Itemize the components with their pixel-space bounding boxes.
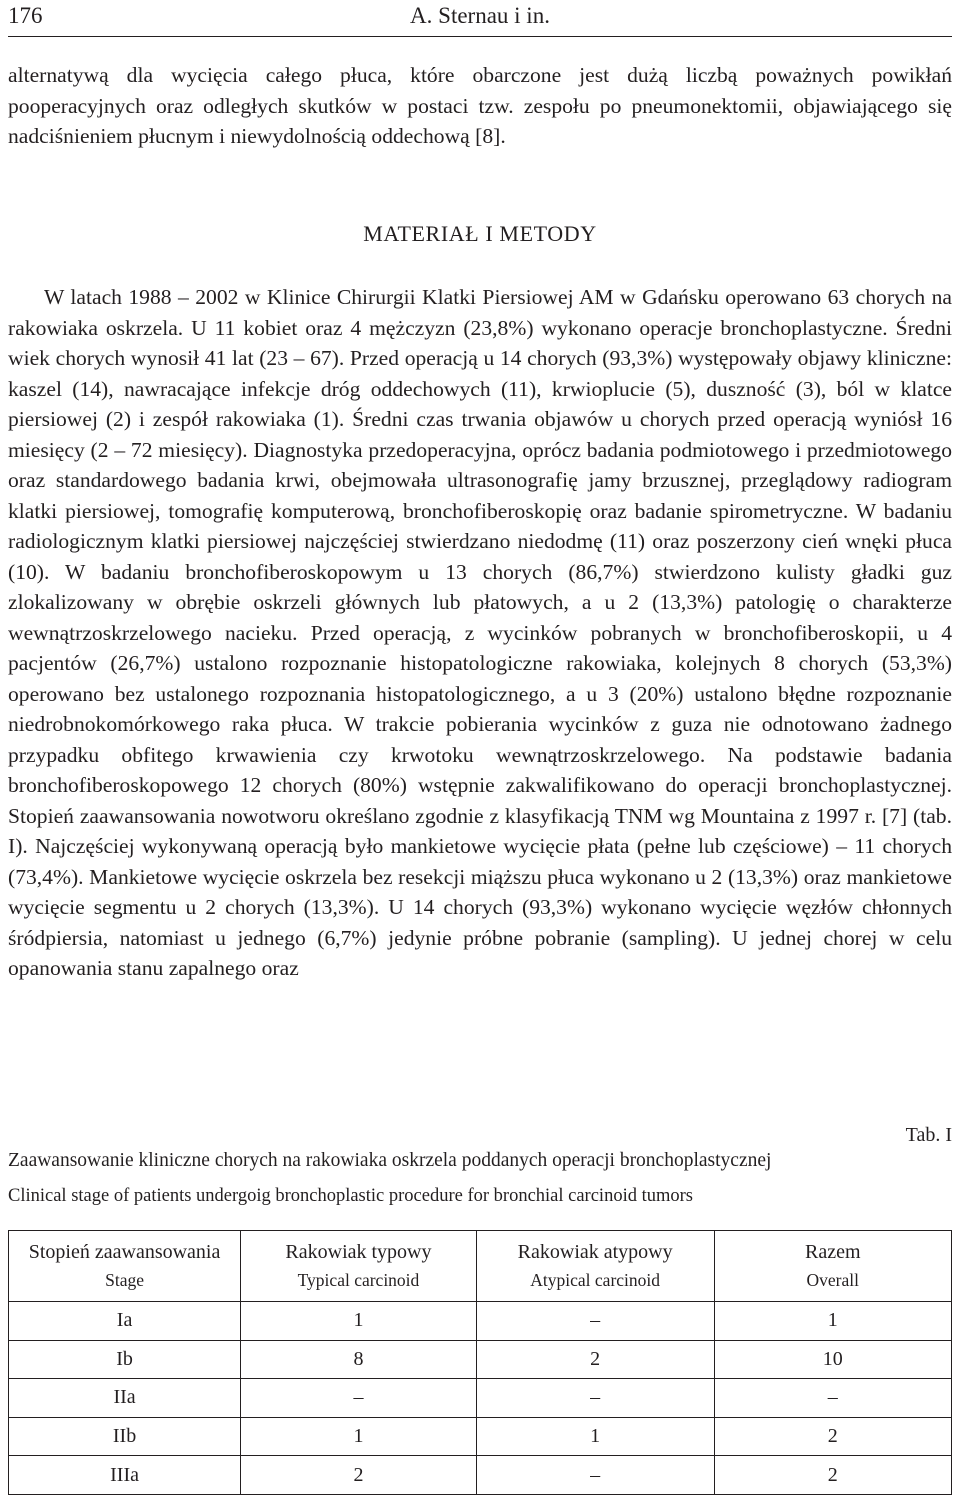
header-cell-typical	[241, 1231, 477, 1302]
table-row	[9, 1302, 952, 1341]
table-row	[9, 1379, 952, 1418]
table-cell: 2	[476, 1340, 714, 1379]
table-cell: IIb	[9, 1417, 241, 1456]
table-cell: 2	[714, 1417, 952, 1456]
page-number: 176	[8, 3, 43, 28]
table-row	[9, 1417, 952, 1456]
table-header-row	[9, 1231, 952, 1302]
header-typical-en: Typical carcinoid	[297, 1270, 420, 1291]
table-cell: 1	[476, 1417, 714, 1456]
table-caption-pl: Zaawansowanie kliniczne chorych na rakowiaka oskrzela poddanych operacji bronchoplastycznej	[8, 1150, 772, 1171]
header-stage-pl: Stopień zaawansowania	[28, 1241, 221, 1264]
stage-table	[8, 1230, 952, 1495]
table-cell: –	[476, 1456, 714, 1495]
table-cell: IIa	[9, 1379, 241, 1418]
table-cell: –	[714, 1379, 952, 1418]
header-stage-en: Stage	[105, 1270, 144, 1291]
running-head-authors: A. Sternau i in.	[410, 3, 550, 28]
header-typical-pl: Rakowiak typowy	[285, 1241, 432, 1264]
table-cell: 1	[241, 1302, 477, 1341]
table-caption-en: Clinical stage of patients undergoig bronchoplastic procedure for bronchial carcinoid tumors	[8, 1186, 693, 1206]
table-cell: Ia	[9, 1302, 241, 1341]
table-cell: 2	[241, 1456, 477, 1495]
table-cell: Ib	[9, 1340, 241, 1379]
header-cell-overall	[714, 1231, 952, 1302]
table-cell: –	[476, 1302, 714, 1341]
header-cell-stage	[9, 1231, 241, 1302]
table-cell: 10	[714, 1340, 952, 1379]
table-cell: IIIa	[9, 1456, 241, 1495]
table-cell: 1	[714, 1302, 952, 1341]
section-heading: MATERIAŁ I METODY	[363, 221, 597, 246]
header-overall-en: Overall	[806, 1270, 859, 1291]
table-cell: –	[241, 1379, 477, 1418]
running-head	[8, 2, 952, 30]
table-cell: –	[476, 1379, 714, 1418]
body-paragraph-2: W latach 1988 – 2002 w Klinice Chirurgii Klatki Piersiowej AM w Gdańsku operowano 63 chorych na rakowiaka oskrzela. U 11 kobiet oraz 4 mężczyzn (23,8%) wykonano operacje bronchoplastyczne. Średni wiek chorych wynosił 41 lat (23 – 67). Przed operacją u 14 chorych (93,3%) występowały objawy kliniczne: kaszel (14), nawracające infekcje dróg oddechowych (11), krwioplucie (5), duszność (3), ból w klatce piersiowej (2) i zespół rakowiaka (1). Średni czas trwania objawów u chorych przed operacją wyniósł 16 miesięcy (2 – 72 miesięcy). Diagnostyka przedoperacyjna, oprócz badania podmiotowego i przedmiotowego oraz standardowego badania krwi, obejmowała ultrasonografię jamy brzusznej, przeglądowy radiogram klatki piersiowej, tomografię komputerową, bronchofiberoskopię oraz badanie spirometryczne. W badaniu radiologicznym klatki piersiowej najczęściej stwierdzano niedodmę (11) oraz poszerzony cień wnęki płuca (10). W badaniu bronchofiberoskopowym u 13 chorych (86,7%) stwierdzono kulisty gładki guz zlokalizowany w obrębie oskrzeli głównych lub płatowych, a u 2 (13,3%) patologię o charakterze wewnątrzoskrzelowego nacieku. Przed operacją, z wycinków pobranych w bronchofiberoskopii, u 4 pacjentów (26,7%) ustalono rozpoznanie histopatologiczne rakowiaka, kolejnych 8 chorych (53,3%) operowano bez ustalonego rozpoznania histopatologicznego, a u 3 (20%) ustalono błędne rozpoznanie niedrobnokomórkowego raka płuca. W trakcie pobierania wycinków z guza nie odnotowano żadnego przypadku obfitego krwawienia czy krwotoku wewnątrzoskrzelowego. Na podstawie badania bronchofiberoskopowego 12 chorych (80%) wstępnie zakwalifikowano do operacji bronchoplastycznej. Stopień zaawansowania nowotworu określano zgodnie z klasyfikacją TNM wg Mountaina z 1997 r. [7] (tab. I). Najczęściej wykonywaną operacją było mankietowe wycięcie płata (pełne lub częściowe) – 11 chorych (73,4%). Mankietowe wycięcie oskrzela bez resekcji miąższu płuca wykonano u 2 (13,3%) oraz mankietowe wycięcie segmentu u 2 chorych (13,3%). U 14 chorych (93,3%) wykonano wycięcie węzłów chłonnych śródpiersia, natomiast u jednego (6,7%) jedynie próbne pobranie (sampling). U jednej chorej w celu opanowania stanu zapalnego oraz	[8, 285, 952, 980]
table-row	[9, 1456, 952, 1495]
table-label: Tab. I	[905, 1124, 952, 1146]
header-rule	[8, 36, 952, 37]
header-overall-pl: Razem	[804, 1241, 861, 1264]
body-paragraph-1: alternatywą dla wycięcia całego płuca, które obarczone jest dużą liczbą poważnych powikłań pooperacyjnych oraz odległych skutków w postaci tzw. zespołu po pneumonektomii, objawiającego się nadciśnieniem płucnym i niewydolnością oddechową [8].	[8, 63, 952, 148]
header-cell-atypical	[476, 1231, 714, 1302]
header-atypical-en: Atypical carcinoid	[530, 1270, 661, 1291]
table-row	[9, 1340, 952, 1379]
table-cell: 1	[241, 1417, 477, 1456]
table-cell: 2	[714, 1456, 952, 1495]
header-atypical-pl: Rakowiak atypowy	[517, 1241, 673, 1264]
table-cell: 8	[241, 1340, 477, 1379]
